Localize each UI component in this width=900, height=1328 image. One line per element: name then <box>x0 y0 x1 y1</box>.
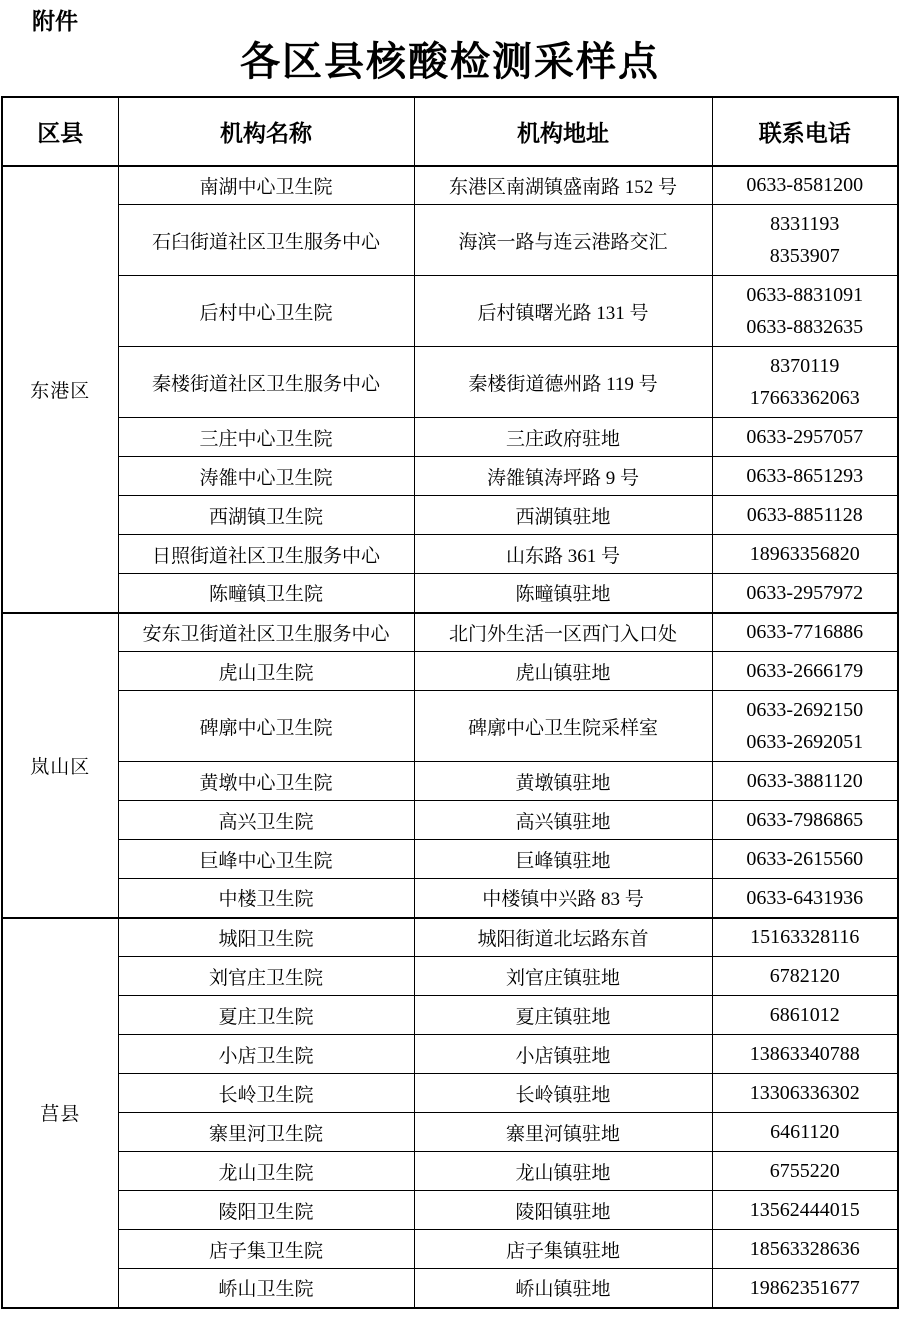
institution-address-cell: 中楼镇中兴路 83 号 <box>414 879 712 918</box>
table-row <box>2 879 898 918</box>
institution-name-cell: 石臼街道社区卫生服务中心 <box>118 205 414 276</box>
phone-number: 0633-8831091 <box>746 284 864 307</box>
table-row <box>2 1191 898 1230</box>
phone-number: 13306336302 <box>749 1082 860 1105</box>
contact-phone-cell <box>712 574 898 613</box>
contact-phone-cell <box>712 840 898 879</box>
institution-name-cell: 涛雒中心卫生院 <box>118 457 414 496</box>
phone-number: 19862351677 <box>749 1276 860 1299</box>
institution-name-cell: 夏庄卫生院 <box>118 996 414 1035</box>
phone-number: 0633-2692051 <box>746 731 864 754</box>
col-header-contact-phone: 联系电话 <box>712 97 898 166</box>
institution-address-cell: 北门外生活一区西门入口处 <box>414 613 712 652</box>
phone-number: 0633-6431936 <box>746 886 864 909</box>
institution-address-cell: 店子集镇驻地 <box>414 1230 712 1269</box>
contact-phone-cell <box>712 418 898 457</box>
table-row <box>2 496 898 535</box>
phone-number: 0633-2957972 <box>746 581 864 604</box>
contact-phone-cell <box>712 1035 898 1074</box>
table-row <box>2 166 898 205</box>
table-row <box>2 996 898 1035</box>
district-cell: 莒县 <box>2 918 118 1308</box>
institution-address-cell: 寨里河镇驻地 <box>414 1113 712 1152</box>
phone-number: 8331193 <box>770 213 840 236</box>
institution-address-cell: 长岭镇驻地 <box>414 1074 712 1113</box>
institution-address-cell: 西湖镇驻地 <box>414 496 712 535</box>
table-row <box>2 457 898 496</box>
contact-phone-cell <box>712 1269 898 1308</box>
contact-phone-cell <box>712 166 898 205</box>
institution-address-cell: 小店镇驻地 <box>414 1035 712 1074</box>
institution-address-cell: 山东路 361 号 <box>414 535 712 574</box>
institution-address-cell: 秦楼街道德州路 119 号 <box>414 347 712 418</box>
district-cell: 东港区 <box>2 166 118 613</box>
table-row <box>2 1152 898 1191</box>
table-row <box>2 535 898 574</box>
contact-phone-cell <box>712 276 898 347</box>
phone-number: 0633-8651293 <box>746 465 864 488</box>
phone-number: 17663362063 <box>749 387 860 410</box>
contact-phone-cell <box>712 347 898 418</box>
institution-address-cell: 巨峰镇驻地 <box>414 840 712 879</box>
phone-number: 0633-8851128 <box>746 504 863 527</box>
institution-name-cell: 中楼卫生院 <box>118 879 414 918</box>
phone-number: 13863340788 <box>749 1043 860 1066</box>
phone-number: 6782120 <box>769 965 840 988</box>
institution-name-cell: 高兴卫生院 <box>118 801 414 840</box>
contact-phone-cell <box>712 1074 898 1113</box>
phone-number: 0633-3881120 <box>746 770 863 793</box>
table-row <box>2 1113 898 1152</box>
institution-address-cell: 城阳街道北坛路东首 <box>414 918 712 957</box>
table-row <box>2 574 898 613</box>
table-row <box>2 840 898 879</box>
institution-address-cell: 夏庄镇驻地 <box>414 996 712 1035</box>
institution-name-cell: 城阳卫生院 <box>118 918 414 957</box>
institution-address-cell: 刘官庄镇驻地 <box>414 957 712 996</box>
institution-name-cell: 后村中心卫生院 <box>118 276 414 347</box>
table-row <box>2 1035 898 1074</box>
contact-phone-cell <box>712 1113 898 1152</box>
contact-phone-cell <box>712 496 898 535</box>
institution-name-cell: 龙山卫生院 <box>118 1152 414 1191</box>
table-row <box>2 1269 898 1308</box>
institution-name-cell: 日照街道社区卫生服务中心 <box>118 535 414 574</box>
phone-number: 6755220 <box>769 1160 840 1183</box>
institution-address-cell: 涛雒镇涛坪路 9 号 <box>414 457 712 496</box>
institution-name-cell: 三庄中心卫生院 <box>118 418 414 457</box>
table-row <box>2 691 898 762</box>
phone-number: 6461120 <box>770 1121 840 1144</box>
phone-number: 0633-2666179 <box>746 660 864 683</box>
table-row <box>2 418 898 457</box>
contact-phone-cell <box>712 1191 898 1230</box>
contact-phone-cell <box>712 879 898 918</box>
contact-phone-cell <box>712 613 898 652</box>
phone-number: 0633-2692150 <box>746 699 864 722</box>
phone-number: 0633-8581200 <box>746 174 864 197</box>
institution-name-cell: 西湖镇卫生院 <box>118 496 414 535</box>
contact-phone-cell <box>712 457 898 496</box>
contact-phone-cell <box>712 691 898 762</box>
table-row <box>2 918 898 957</box>
page-title: 各区县核酸检测采样点 <box>240 38 660 84</box>
col-header-institution-name: 机构名称 <box>118 97 414 166</box>
phone-number: 0633-7986865 <box>746 809 864 832</box>
sampling-points-table <box>1 96 899 1309</box>
institution-name-cell: 陈疃镇卫生院 <box>118 574 414 613</box>
institution-name-cell: 小店卫生院 <box>118 1035 414 1074</box>
institution-name-cell: 陵阳卫生院 <box>118 1191 414 1230</box>
phone-number: 0633-8832635 <box>746 316 864 339</box>
col-header-district: 区县 <box>2 97 118 166</box>
table-row <box>2 957 898 996</box>
table-row <box>2 1230 898 1269</box>
institution-name-cell: 安东卫街道社区卫生服务中心 <box>118 613 414 652</box>
contact-phone-cell <box>712 1230 898 1269</box>
contact-phone-cell <box>712 918 898 957</box>
phone-number: 18963356820 <box>749 543 860 566</box>
institution-address-cell: 海滨一路与连云港路交汇 <box>414 205 712 276</box>
institution-name-cell: 峤山卫生院 <box>118 1269 414 1308</box>
institution-address-cell: 陈疃镇驻地 <box>414 574 712 613</box>
table-row <box>2 613 898 652</box>
contact-phone-cell <box>712 957 898 996</box>
col-header-institution-address: 机构地址 <box>414 97 712 166</box>
institution-name-cell: 碑廓中心卫生院 <box>118 691 414 762</box>
institution-address-cell: 三庄政府驻地 <box>414 418 712 457</box>
institution-address-cell: 峤山镇驻地 <box>414 1269 712 1308</box>
contact-phone-cell <box>712 1152 898 1191</box>
table-row <box>2 652 898 691</box>
table-row <box>2 276 898 347</box>
institution-address-cell: 碑廓中心卫生院采样室 <box>414 691 712 762</box>
phone-number: 15163328116 <box>750 926 860 949</box>
contact-phone-cell <box>712 762 898 801</box>
attachment-label: 附件 <box>32 8 78 34</box>
institution-address-cell: 龙山镇驻地 <box>414 1152 712 1191</box>
phone-number: 0633-7716886 <box>746 621 864 644</box>
institution-name-cell: 店子集卫生院 <box>118 1230 414 1269</box>
institution-name-cell: 巨峰中心卫生院 <box>118 840 414 879</box>
phone-number: 0633-2615560 <box>746 848 864 871</box>
phone-number: 8370119 <box>770 355 840 378</box>
contact-phone-cell <box>712 535 898 574</box>
table-row <box>2 762 898 801</box>
table-row <box>2 347 898 418</box>
phone-number: 0633-2957057 <box>746 426 864 449</box>
institution-address-cell: 陵阳镇驻地 <box>414 1191 712 1230</box>
phone-number: 8353907 <box>769 245 840 268</box>
institution-name-cell: 寨里河卫生院 <box>118 1113 414 1152</box>
institution-name-cell: 虎山卫生院 <box>118 652 414 691</box>
institution-address-cell: 高兴镇驻地 <box>414 801 712 840</box>
header-row <box>2 97 898 166</box>
institution-name-cell: 长岭卫生院 <box>118 1074 414 1113</box>
institution-name-cell: 刘官庄卫生院 <box>118 957 414 996</box>
institution-address-cell: 东港区南湖镇盛南路 152 号 <box>414 166 712 205</box>
phone-number: 6861012 <box>769 1004 840 1027</box>
contact-phone-cell <box>712 996 898 1035</box>
institution-name-cell: 黄墩中心卫生院 <box>118 762 414 801</box>
institution-name-cell: 秦楼街道社区卫生服务中心 <box>118 347 414 418</box>
table-body <box>2 166 898 1308</box>
institution-address-cell: 虎山镇驻地 <box>414 652 712 691</box>
table-row <box>2 1074 898 1113</box>
phone-number: 18563328636 <box>749 1238 860 1261</box>
institution-address-cell: 黄墩镇驻地 <box>414 762 712 801</box>
contact-phone-cell <box>712 652 898 691</box>
contact-phone-cell <box>712 205 898 276</box>
phone-number: 13562444015 <box>749 1199 860 1222</box>
institution-address-cell: 后村镇曙光路 131 号 <box>414 276 712 347</box>
district-cell: 岚山区 <box>2 613 118 918</box>
contact-phone-cell <box>712 801 898 840</box>
table-row <box>2 801 898 840</box>
table-row <box>2 205 898 276</box>
institution-name-cell: 南湖中心卫生院 <box>118 166 414 205</box>
table-header <box>2 97 898 166</box>
